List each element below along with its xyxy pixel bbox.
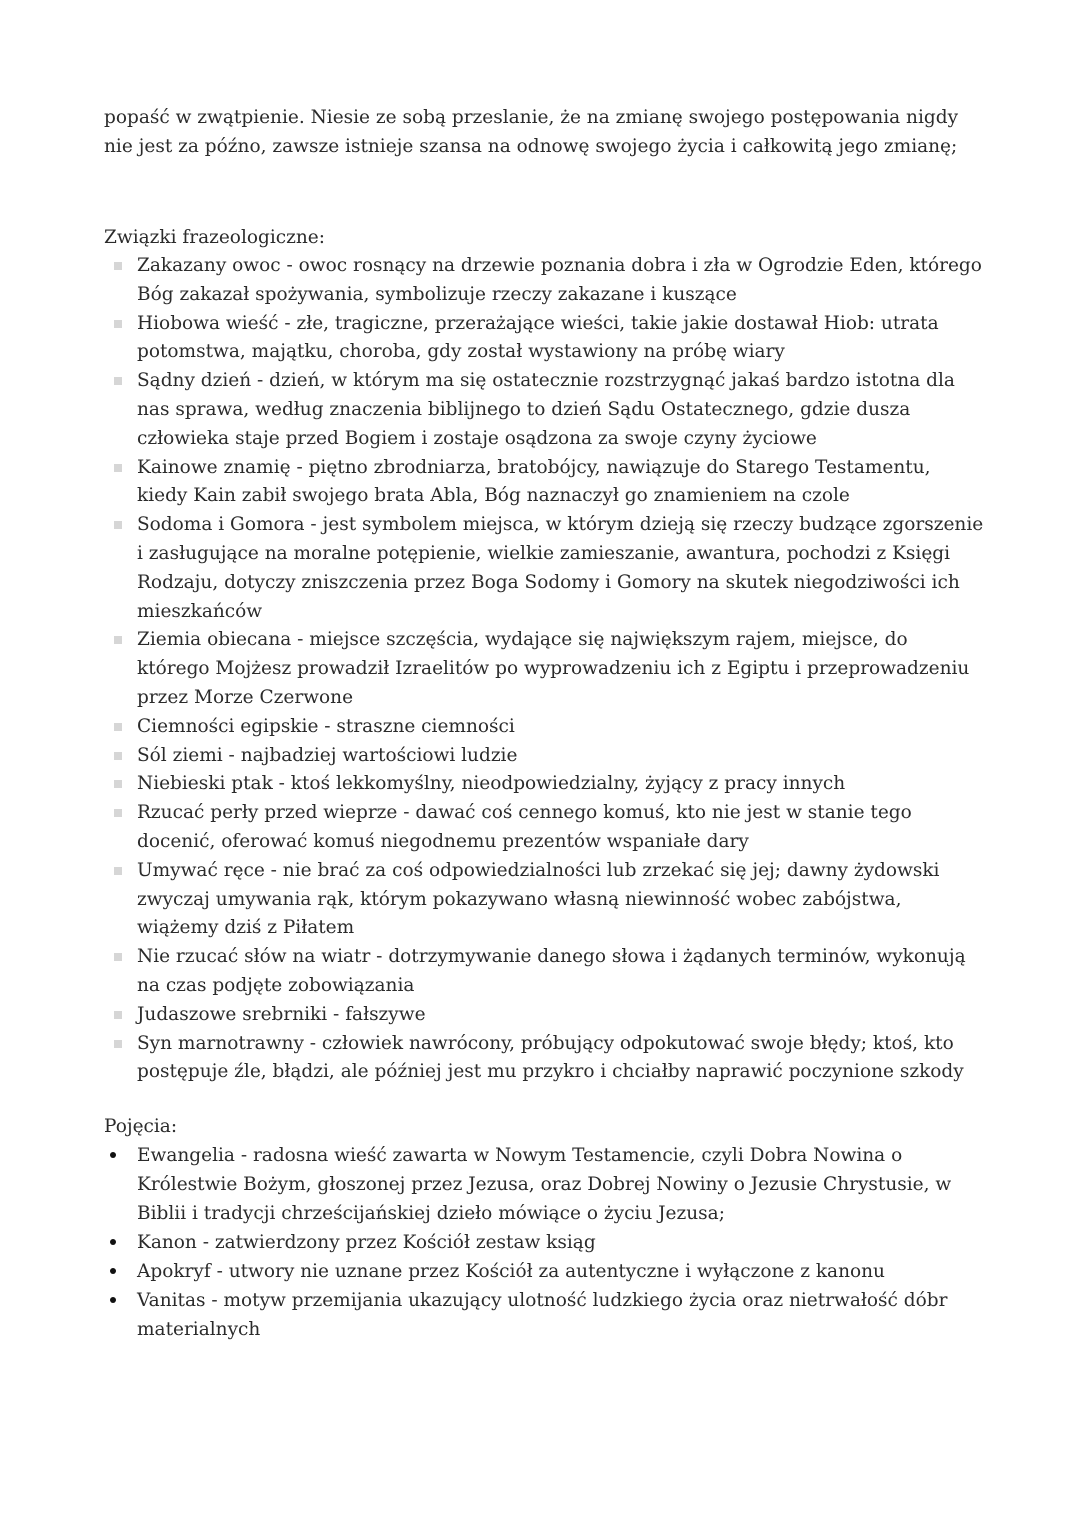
list-item: Hiobowa wieść - złe, tragiczne, przerażające wieści, takie jakie dostawał Hiob: utrata potomstwa, majątku, choroba, gdy został wystawiony na próbę wiary — [104, 310, 984, 368]
list-item: Apokryf - utwory nie uznane przez Kościół za autentyczne i wyłączone z kanonu — [104, 1257, 984, 1286]
list-item: Vanitas - motyw przemijania ukazujący ulotność ludzkiego życia oraz nietrwałość dóbr materialnych — [104, 1286, 984, 1344]
square-bullet-icon — [114, 636, 122, 644]
round-bullet-icon — [110, 1268, 116, 1274]
square-bullet-icon — [114, 262, 122, 270]
square-bullet-icon — [114, 1011, 122, 1019]
square-bullet-icon — [114, 377, 122, 385]
list-item: Judaszowe srebrniki - fałszywe — [104, 1001, 984, 1030]
concepts-list — [104, 1141, 984, 1344]
round-bullet-icon — [110, 1239, 116, 1245]
list-item: Kanon - zatwierdzony przez Kościół zestaw ksiąg — [104, 1228, 984, 1257]
list-item: Syn marnotrawny - człowiek nawrócony, próbujący odpokutować swoje błędy; ktoś, kto postępuje źle, błądzi, ale później jest mu przykro i chciałby naprawić poczynione szkody — [104, 1030, 984, 1088]
square-bullet-icon — [114, 809, 122, 817]
intro-paragraph: popaść w zwątpienie. Niesie ze sobą przeslanie, że na zmianę swojego postępowania nigdy nie jest za późno, zawsze istnieje szansa na odnowę swojego życia i całkowitą jego zmianę; — [104, 107, 959, 157]
concepts-heading: Pojęcia: — [104, 1116, 178, 1137]
round-bullet-icon — [110, 1297, 116, 1303]
list-item: Sodoma i Gomora - jest symbolem miejsca, w którym dzieją się rzeczy budzące zgorszenie i zasługujące na moralne potępienie, wielkie zamieszanie, awantura, pochodzi z Księgi Rodzaju, dotyczy zniszczenia przez Boga Sodomy i Gomory na skutek niegodziwości ich mieszkańców — [104, 511, 984, 626]
list-item: Ciemności egipskie - straszne ciemności — [104, 713, 984, 742]
square-bullet-icon — [114, 1040, 122, 1048]
square-bullet-icon — [114, 320, 122, 328]
list-item: Zakazany owoc - owoc rosnący na drzewie poznania dobra i zła w Ogrodzie Eden, którego Bóg zakazał spożywania, symbolizuje rzeczy zakazane i kuszące — [104, 252, 984, 310]
round-bullet-icon — [110, 1152, 116, 1158]
list-item: Ewangelia - radosna wieść zawarta w Nowym Testamencie, czyli Dobra Nowina o Królestwie Bożym, głoszonej przez Jezusa, oraz Dobrej Nowiny o Jezusie Chrystusie, w Biblii i tradycji chrześcijańskiej dzieło mówiące o życiu Jezusa; — [104, 1141, 984, 1228]
phrases-list — [104, 252, 984, 1087]
square-bullet-icon — [114, 780, 122, 788]
square-bullet-icon — [114, 521, 122, 529]
list-item: Niebieski ptak - ktoś lekkomyślny, nieodpowiedzialny, żyjący z pracy innych — [104, 770, 984, 799]
square-bullet-icon — [114, 953, 122, 961]
list-item: Rzucać perły przed wieprze - dawać coś cennego komuś, kto nie jest w stanie tego docenić, oferować komuś niegodnemu prezentów wspaniałe dary — [104, 799, 984, 857]
list-item: Ziemia obiecana - miejsce szczęścia, wydające się największym rajem, miejsce, do którego Mojżesz prowadził Izraelitów po wyprowadzeniu ich z Egiptu i przeprowadzeniu przez Morze Czerwone — [104, 626, 984, 712]
square-bullet-icon — [114, 723, 122, 731]
square-bullet-icon — [114, 464, 122, 472]
list-item: Nie rzucać słów na wiatr - dotrzymywanie danego słowa i żądanych terminów, wykonują na czas podjęte zobowiązania — [104, 943, 984, 1001]
list-item: Sądny dzień - dzień, w którym ma się ostatecznie rozstrzygnąć jakaś bardzo istotna dla nas sprawa, według znaczenia biblijnego to dzień Sądu Ostatecznego, gdzie dusza człowieka staje przed Bogiem i zostaje osądzona za swoje czyny życiowe — [104, 367, 984, 453]
phrases-heading: Związki frazeologiczne: — [104, 227, 325, 248]
square-bullet-icon — [114, 867, 122, 875]
list-item: Sól ziemi - najbadziej wartościowi ludzie — [104, 742, 984, 771]
list-item: Umywać ręce - nie brać za coś odpowiedzialności lub zrzekać się jej; dawny żydowski zwyczaj umywania rąk, którym pokazywano własną niewinność wobec zabójstwa, wiążemy dziś z Piłatem — [104, 857, 984, 943]
list-item: Kainowe znamię - piętno zbrodniarza, bratobójcy, nawiązuje do Starego Testamentu, kiedy Kain zabił swojego brata Abla, Bóg naznaczył go znamieniem na czole — [104, 454, 984, 512]
square-bullet-icon — [114, 752, 122, 760]
